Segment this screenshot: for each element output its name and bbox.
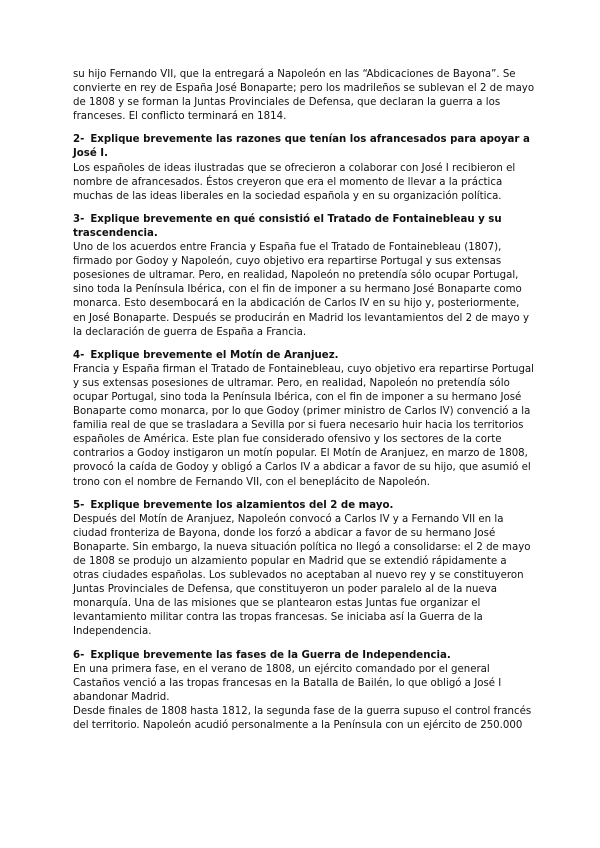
section-title: Explique brevemente en qué consistió el Tratado de Fontainebleau y su trascendencia. <box>73 213 502 239</box>
section-heading <box>73 213 535 241</box>
section-number: 5- <box>73 499 85 511</box>
section-title: Explique brevemente los alzamientos del 2 de mayo. <box>90 499 394 511</box>
section-paragraph: Francia y España firman el Tratado de Fontainebleau, cuyo objetivo era repartirse Portugal y sus extensas posesiones de ultramar. Pero, en realidad, Napoleón no pretendía sólo ocupar Portugal, sino toda la Península Ibérica, con el fin de imponer a su hermano José Bonaparte como monarca, por lo que Godoy (primer ministro de Carlos IV) convenció a la familia real de que se trasladara a Sevilla por si fuera necesario huir hacia los territorios españoles de América. Este plan fue considerado ofensivo y los sectores de la corte contrarios a Godoy instigaron un motín popular. El Motín de Aranjuez, en marzo de 1808, provocó la caída de Godoy y obligó a Carlos IV a abdicar a favor de su hijo, que asumió el trono con el nombre de Fernando VII, con el beneplácito de Napoleón. <box>73 363 534 488</box>
section-4 <box>73 349 535 490</box>
section-title: Explique brevemente el Motín de Aranjuez. <box>90 349 339 361</box>
section-5 <box>73 499 535 640</box>
section-number: 3- <box>73 213 85 225</box>
section-heading <box>73 499 535 513</box>
section-heading <box>73 649 535 663</box>
section-title: Explique brevemente las razones que tenían los afrancesados para apoyar a José I. <box>73 134 530 160</box>
section-number: 4- <box>73 349 85 361</box>
document-page <box>73 68 535 733</box>
section-number: 6- <box>73 649 85 661</box>
section-paragraph: Desde finales de 1808 hasta 1812, la segunda fase de la guerra supuso el control francés del territorio. Napoleón acudió personalmente a la Península con un ejército de 250.000 <box>73 705 532 732</box>
section-number: 2- <box>73 134 85 146</box>
section-paragraph: En una primera fase, en el verano de 1808, un ejército comandado por el general Castaños venció a las tropas francesas en la Batalla de Bailén, lo que obligó a José I abandonar Madrid. <box>73 663 502 703</box>
section-title: Explique brevemente las fases de la Guerra de Independencia. <box>90 649 451 661</box>
section-paragraph: Uno de los acuerdos entre Francia y España fue el Tratado de Fontainebleau (1807), firmado por Godoy y Napoleón, cuyo objetivo era repartirse Portugal y sus extensas posesiones de ultramar. Pero, en realidad, Napoleón no pretendía sólo ocupar Portugal, sino toda la Península Ibérica, con el fin de imponer a su hermano José Bonaparte como monarca. Esto desembocará en la abdicación de Carlos IV en su hijo y, posteriormente, en José Bonaparte. Después se producirán en Madrid los levantamientos del 2 de mayo y la declaración de guerra de España a Francia. <box>73 242 529 338</box>
intro-paragraph: su hijo Fernando VII, que la entregará a Napoleón en las “Abdicaciones de Bayona”. Se convierte en rey de España José Bonaparte; pero los madrileños se sublevan el 2 de mayo de 1808 y se forman la Juntas Provinciales de Defensa, que declaran la guerra a los franceses. El conflicto terminará en 1814. <box>73 69 535 123</box>
section-heading <box>73 349 535 363</box>
section-6 <box>73 649 535 734</box>
section-heading <box>73 133 535 161</box>
section-paragraph: Después del Motín de Aranjuez, Napoleón convocó a Carlos IV y a Fernando VII en la ciudad fronteriza de Bayona, donde los forzó a abdicar a favor de su hermano José Bonaparte. Sin embargo, la nueva situación política no llegó a consolidarse: el 2 de mayo de 1808 se produjo un alzamiento popular en Madrid que se extendió rápidamente a otras ciudades españolas. Los sublevados no aceptaban al nuevo rey y se constituyeron Juntas Provinciales de Defensa, que constituyeron un poder paralelo al de la nueva monarquía. Una de las misiones que se plantearon estas Juntas fue organizar el levantamiento militar contra las tropas francesas. Se iniciaba así la Guerra de la Independencia. <box>73 513 531 638</box>
section-3 <box>73 213 535 340</box>
section-2 <box>73 133 535 203</box>
section-paragraph: Los españoles de ideas ilustradas que se ofrecieron a colaborar con José I recibieron el nombre de afrancesados. Éstos creyeron que era el momento de llevar a la práctica muchas de las ideas liberales en la sociedad española y en su organización política. <box>73 162 516 202</box>
